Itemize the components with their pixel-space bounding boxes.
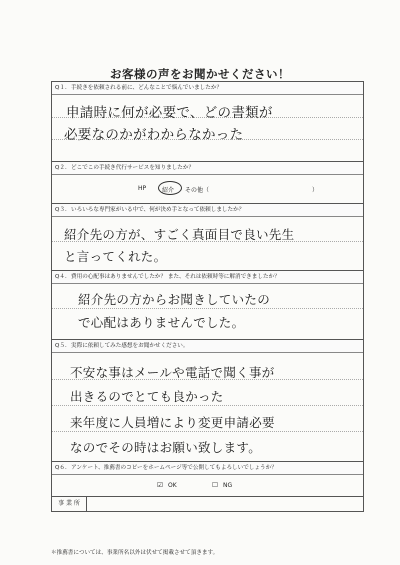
q4-question: 費用の心配事はありませんでしたか？ また、それは依頼時等に解消できましたか？	[71, 274, 280, 280]
q2-option-referral: 紹介	[162, 187, 175, 194]
q6-ok-checkbox[interactable]: ☑	[157, 481, 163, 489]
survey-title: お客様の声をお聞かせください！	[110, 67, 290, 81]
q3-question: いろいろな専門家がいる中で、何が決め手となって依頼しましたか？	[71, 207, 245, 213]
q4-number: Q４．	[55, 274, 71, 280]
q2-answer-area	[52, 175, 363, 204]
q5-header	[52, 340, 363, 353]
q3-header	[52, 204, 363, 217]
q6-number: Q６．	[55, 465, 71, 471]
q6-ng-checkbox[interactable]: ☐	[212, 481, 218, 489]
q1-question: 手続きを依頼される前に、どんなことで悩んでいましたか？	[71, 85, 223, 91]
q5-number: Q５．	[55, 343, 71, 349]
q6-answer-area	[52, 475, 363, 497]
survey-form	[51, 81, 364, 512]
q5-answer-area	[52, 353, 363, 462]
q6-ng-label: NG	[223, 482, 233, 489]
q3-answer-line-1: 紹介先の方が、すごく真面目で良い先生	[64, 227, 295, 242]
q4-answer-line-2: で心配はありませんでした。	[78, 315, 245, 330]
q1-header	[52, 82, 363, 95]
office-name-field	[87, 497, 363, 511]
q6-question: アンケート、推薦書のコピーをホームページ等で公開してもよろしいでしょうか？	[71, 465, 277, 471]
q2-question: どこでこの手続き代行サービスを知りましたか？	[71, 165, 195, 171]
q2-option-other-close: ）	[312, 187, 319, 194]
q1-answer-line-2: 必要なのかがわからなかった	[64, 127, 244, 143]
q1-answer-area	[52, 95, 363, 162]
office-label: 事 業 所	[52, 497, 87, 511]
office-row	[52, 497, 363, 511]
q5-answer-line-2: 出きるのでとても良かった	[70, 389, 224, 404]
q5-answer-line-4: なのでその時はお願い致します。	[70, 440, 262, 455]
q5-question: 実際に依頼してみた感想をお聞かせください。	[71, 343, 189, 349]
q2-option-other: その他（	[185, 187, 210, 194]
q3-answer-line-2: と言ってくれた。	[64, 249, 167, 264]
q3-answer-area	[52, 217, 363, 271]
q2-header	[52, 162, 363, 175]
footnote: ＊推薦書については、事業所名以外は伏せて掲載させて頂きます。	[51, 550, 219, 556]
q4-answer-line-1: 紹介先の方からお聞きしていたの	[78, 292, 271, 307]
q2-number: Q２．	[55, 165, 71, 171]
q1-answer-line-1: 申請時に何が必要で、どの書類が	[66, 105, 273, 121]
q3-number: Q３．	[55, 207, 71, 213]
q6-header	[52, 462, 363, 475]
q5-answer-line-1: 不安な事はメールや電話で聞く事が	[70, 365, 275, 380]
q4-answer-area	[52, 284, 363, 340]
q2-option-hp: HP	[138, 185, 147, 192]
q5-answer-line-3: 来年度に人員増により変更申請必要	[70, 415, 275, 430]
q4-header	[52, 271, 363, 284]
q6-ok-label: OK	[168, 482, 177, 489]
q1-number: Q１．	[55, 85, 71, 91]
